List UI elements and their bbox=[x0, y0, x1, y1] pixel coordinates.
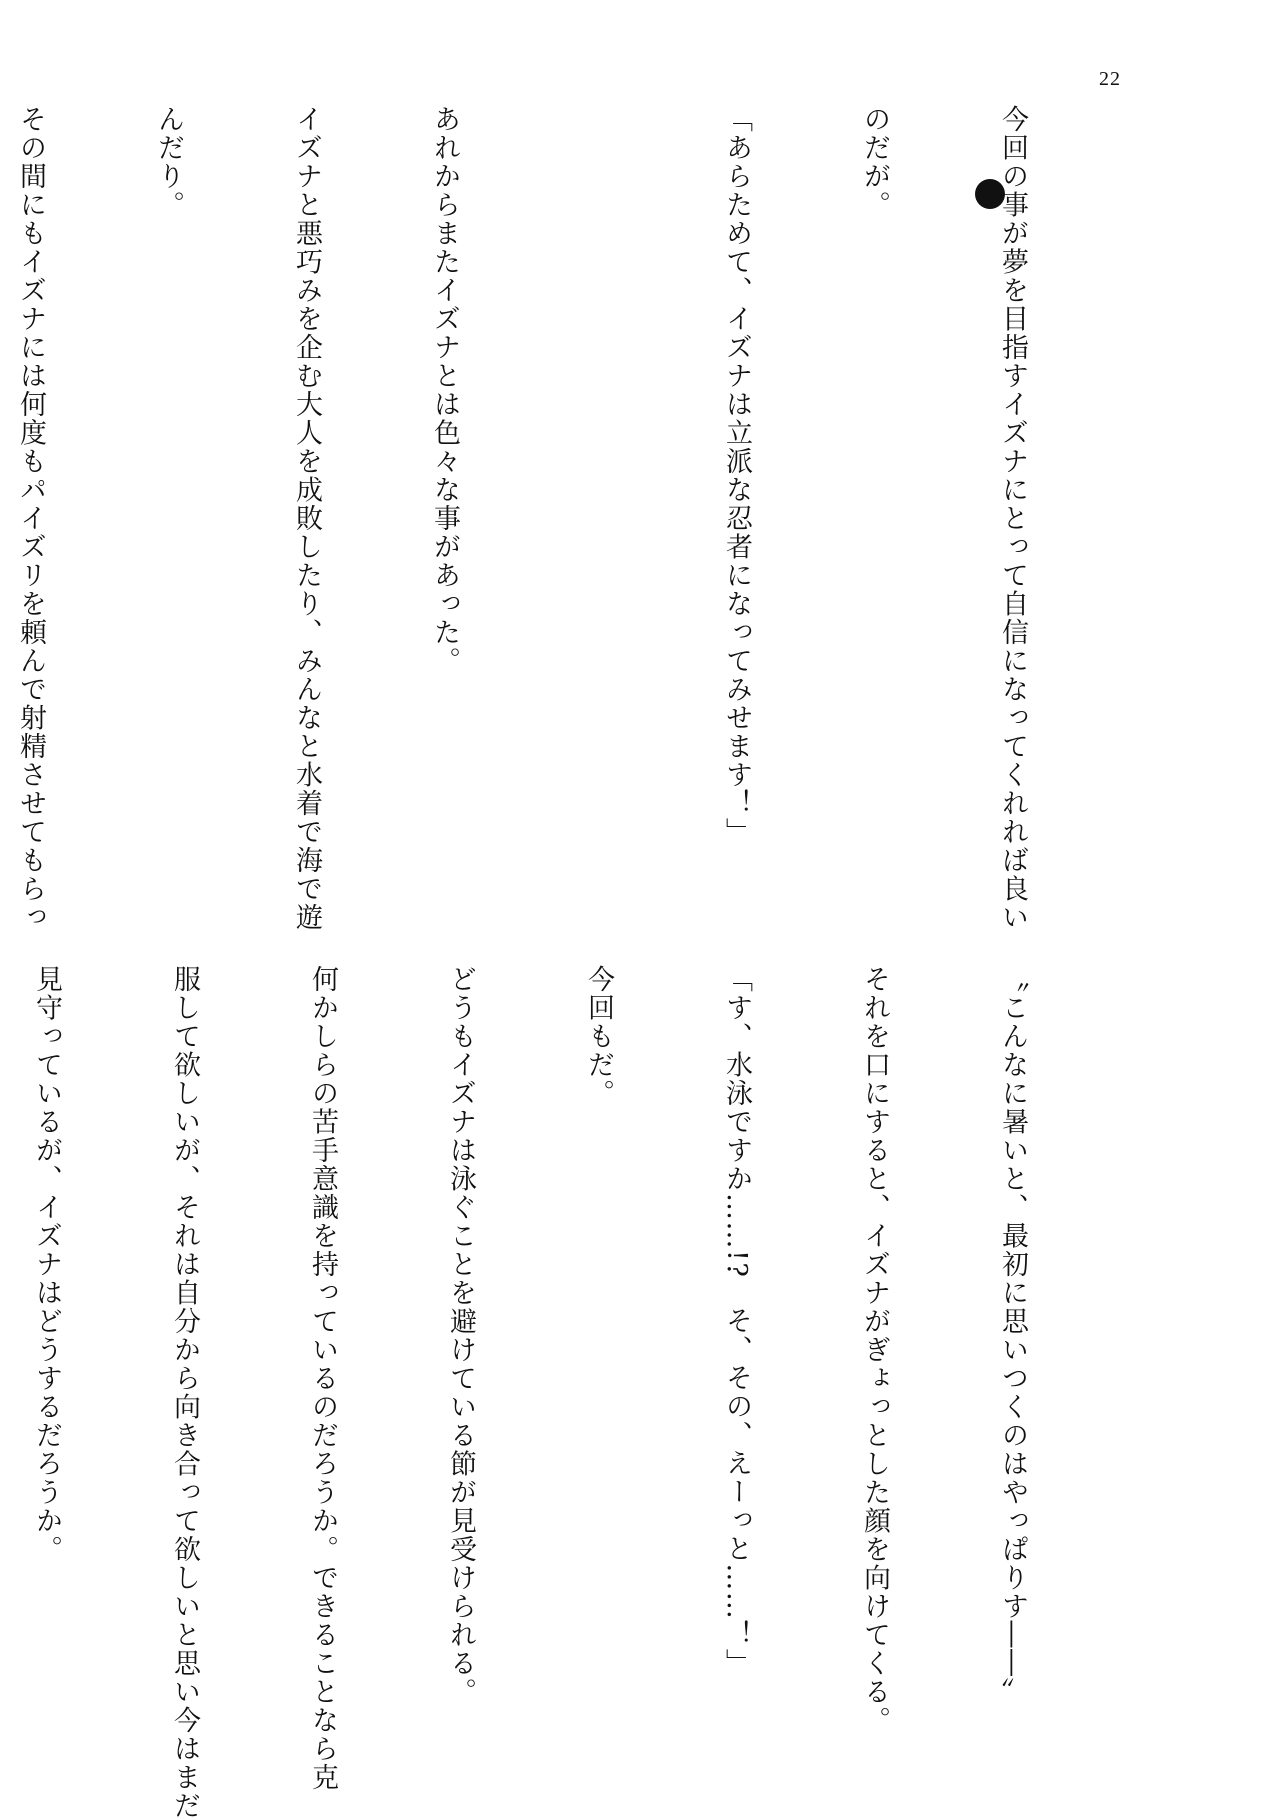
text-line: のだが。 bbox=[859, 105, 890, 219]
text-line: 服して欲しいが、それは自分から向き合って欲しいと思い今はまだ bbox=[169, 965, 200, 1820]
text-line: 今回の事が夢を目指すイズナにとって自信になってくれれば良い bbox=[997, 105, 1028, 932]
text-line: 「あらためて、イズナは立派な忍者になってみせます！」 bbox=[721, 105, 752, 846]
text-line: どうもイズナは泳ぐことを避けている節が見受けられる。 bbox=[445, 965, 476, 1706]
top-text-block bbox=[0, 105, 1127, 932]
text-line: 見守っているが、イズナはどうするだろうか。 bbox=[31, 965, 62, 1564]
section-break-gap bbox=[559, 105, 621, 905]
text-line: その間にもイズナには何度もパイズリを頼んで射精させてもらっ bbox=[15, 105, 46, 932]
bottom-text-block bbox=[0, 965, 1127, 1820]
text-line: 今回もだ。 bbox=[583, 965, 614, 1108]
page-number: 22 bbox=[1099, 68, 1121, 90]
text-line: んだり。 bbox=[153, 105, 184, 219]
text-line: イズナと悪巧みを企む大人を成敗したり、みんなと水着で海で遊 bbox=[291, 105, 322, 932]
text-line: 何かしらの苦手意識を持っているのだろうか。できることなら克 bbox=[307, 965, 338, 1792]
text-line: 〝こんなに暑いと、最初に思いつくのはやっぱりす――〟 bbox=[997, 965, 1028, 1706]
text-line: それを口にすると、イズナがぎょっとした顔を向けてくる。 bbox=[859, 965, 890, 1735]
text-line: あれからまたイズナとは色々な事があった。 bbox=[429, 105, 460, 675]
text-line: 「す、水泳ですか……!? そ、その、えーっと……！」 bbox=[721, 965, 752, 1678]
